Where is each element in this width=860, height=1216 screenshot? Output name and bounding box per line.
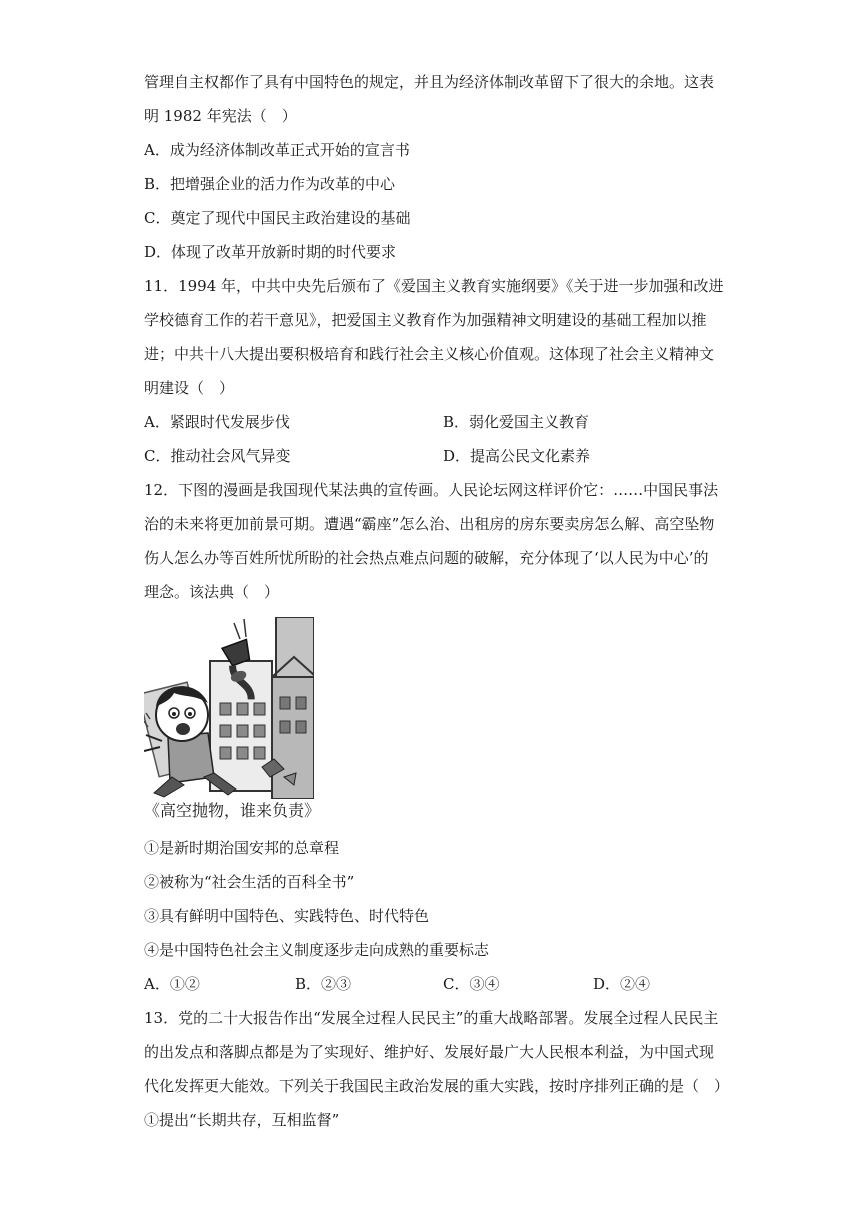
- falling-object-cartoon: [144, 617, 314, 799]
- q11-stem-line-3: 进；中共十八大提出要积极培育和践行社会主义核心价值观。这体现了社会主义精神文: [144, 345, 715, 363]
- q10-stem-line-1: 管理自主权都作了具有中国特色的规定，并且为经济体制改革留下了很大的余地。这表: [144, 73, 715, 91]
- q11-option-c: C．推动社会风气异变: [144, 447, 291, 465]
- q13-stem-line-2: 的出发点和落脚点都是为了实现好、维护好、发展好最广大人民根本利益，为中国式现: [144, 1043, 715, 1061]
- q12-statement-4: ④是中国特色社会主义制度逐步走向成熟的重要标志: [144, 941, 490, 959]
- q10-stem-line-2: 明 1982 年宪法（ ）: [144, 107, 297, 125]
- q11-option-a: A．紧跟时代发展步伐: [144, 413, 290, 431]
- q12-statement-1: ①是新时期治国安邦的总章程: [144, 839, 340, 857]
- q11-stem-line-4: 明建设（ ）: [144, 379, 235, 397]
- q12-stem-line-2: 治的未来将更加前景可期。遭遇“霸座”怎么治、出租房的房东要卖房怎么解、高空坠物: [144, 515, 715, 533]
- q12-option-b: B．②③: [295, 975, 352, 993]
- q11-stem-line-1: 11．1994 年，中共中央先后颁布了《爱国主义教育实施纲要》《关于进一步加强和改进: [144, 277, 724, 295]
- q11-option-b: B．弱化爱国主义教育: [443, 413, 590, 431]
- q13-stem-line-3: 代化发挥更大能效。下列关于我国民主政治发展的重大实践，按时序排列正确的是（ ）: [144, 1077, 730, 1095]
- cartoon-caption: 《高空抛物，谁来负责》: [144, 801, 321, 820]
- q12-option-a: A．①②: [144, 975, 200, 993]
- q12-option-c: C．③④: [443, 975, 500, 993]
- q12-option-d: D．②④: [593, 975, 651, 993]
- q10-option-b: B．把增强企业的活力作为改革的中心: [144, 175, 396, 193]
- q11-option-d: D．提高公民文化素养: [443, 447, 591, 465]
- q13-stem-line-1: 13．党的二十大报告作出“发展全过程人民民主”的重大战略部署。发展全过程人民民主: [144, 1009, 719, 1027]
- q10-option-d: D．体现了改革开放新时期的时代要求: [144, 243, 397, 261]
- q12-stem-line-4: 理念。该法典（ ）: [144, 583, 280, 601]
- q12-statement-3: ③具有鲜明中国特色、实践特色、时代特色: [144, 907, 430, 925]
- q10-option-c: C．奠定了现代中国民主政治建设的基础: [144, 209, 411, 227]
- q12-stem-line-1: 12．下图的漫画是我国现代某法典的宣传画。人民论坛网这样评价它：……中国民事法: [144, 481, 719, 499]
- q11-stem-line-2: 学校德育工作的若干意见》，把爱国主义教育作为加强精神文明建设的基础工程加以推: [144, 311, 707, 329]
- q12-statement-2: ②被称为“社会生活的百科全书”: [144, 873, 355, 891]
- q13-statement-1: ①提出“长期共存，互相监督”: [144, 1111, 340, 1129]
- q10-option-a: A．成为经济体制改革正式开始的宣言书: [144, 141, 410, 159]
- q12-stem-line-3: 伤人怎么办等百姓所忧所盼的社会热点难点问题的破解，充分体现了‘以人民为中心’的: [144, 549, 709, 567]
